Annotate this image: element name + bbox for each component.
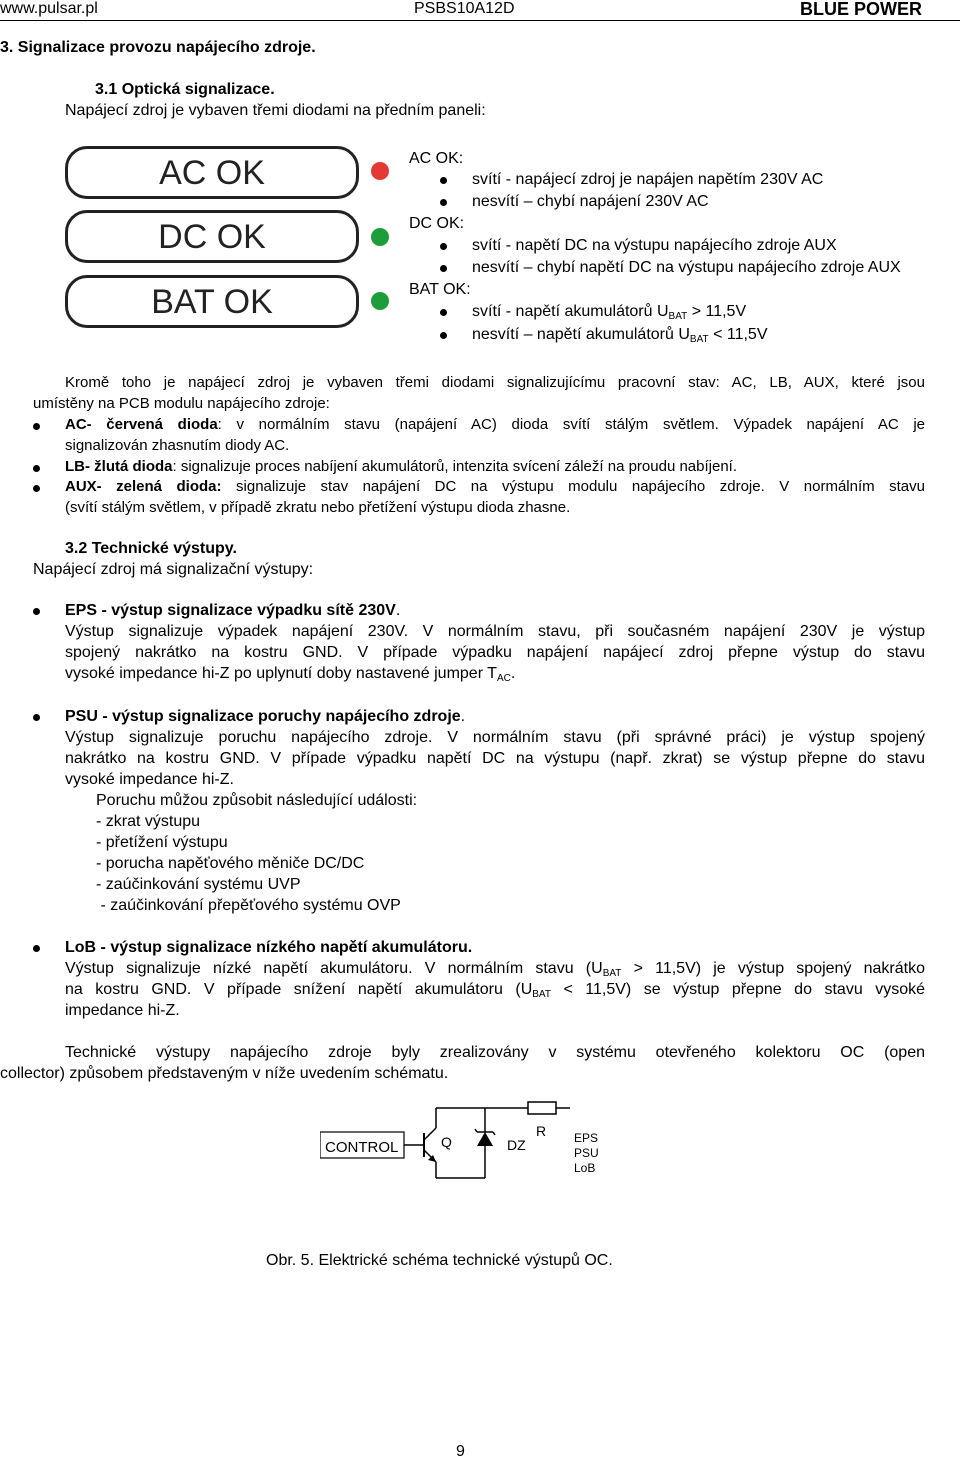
psu-causes-heading: Poruchu můžou způsobit následující události: [96, 792, 418, 809]
bullet-icon [33, 485, 40, 492]
pcb-aux-line1: AUX- zelená dioda: signalizuje stav napájení DC na výstupu modulu napájecího zdroje. V normálním stavu [65, 478, 925, 495]
header-website: www.pulsar.pl [0, 0, 98, 17]
page-number: 9 [456, 1443, 465, 1460]
eps-text-line2: spojený nakrátko na kostru GND. V případe výpadku napájení napájecí zdroj přepne výstup do stavu [65, 644, 925, 661]
eps-text-line1: Výstup signalizuje výpadek napájení 230V. V normálním stavu, při současném napájení 230V je výstup [65, 623, 925, 640]
bullet-icon [440, 332, 447, 339]
bullet-icon [440, 199, 447, 206]
bat-led-icon [371, 292, 389, 310]
ac-led-icon [371, 162, 389, 180]
lob-text-line3: impedance hi-Z. [65, 1002, 180, 1019]
resistor-symbol [528, 1102, 556, 1114]
header-brand: BLUE POWER [800, 0, 923, 19]
dc-on-text: svítí - napětí DC na výstupu napájecího zdroje AUX [472, 237, 837, 254]
bullet-icon [33, 714, 40, 721]
bat-ok-label: BAT OK [65, 275, 359, 328]
psu-cause-item: - zaúčinkování přepěťového systému OVP [96, 897, 401, 914]
ac-ok-heading: AC OK: [409, 150, 464, 167]
subsection-title: 3.2 Technické výstupy. [65, 540, 237, 557]
bullet-icon [440, 309, 447, 316]
dc-off-text: nesvítí – chybí napětí DC na výstupu napájecího zdroje AUX [472, 259, 901, 276]
header-model: PSBS10A12D [414, 0, 515, 17]
bullet-icon [440, 265, 447, 272]
oc-schematic-diagram [320, 1090, 620, 1230]
bat-ok-heading: BAT OK: [409, 281, 471, 298]
bat-off-text: nesvítí – napětí akumulátorů $U_{BAT} < 11,5V$ [472, 326, 768, 345]
bullet-icon [33, 465, 40, 472]
output-label-psu: PSU [574, 1146, 599, 1160]
lob-text-line2: na kostru GND. V případe snížení napětí akumulátoru $(U_{BAT} < 11,5V)$ se výstup přepne do stavu vysoké [65, 981, 925, 1000]
psu-title: PSU - výstup signalizace poruchy napájecího zdroje. [65, 708, 466, 725]
section-intro: Napájecí zdroj je vybaven třemi diodami na předním paneli: [65, 102, 486, 119]
resistor-label: R [536, 1123, 547, 1139]
section-title: 3. Signalizace provozu napájecího zdroje. [0, 39, 316, 56]
bullet-icon [33, 608, 40, 615]
pcb-lb-line: LB- žlutá dioda: signalizuje proces nabíjení akumulátorů, intenzita svícení záleží na proudu nabíjení. [65, 458, 738, 475]
lob-title: LoB - výstup signalizace nízkého napětí akumulátoru. [65, 939, 473, 956]
bullet-icon [440, 177, 447, 184]
psu-text-line1: Výstup signalizuje poruchu napájecího zdroje. V normálním stavu (při správné práci) je výstup spojený [65, 729, 925, 746]
oc-text-line2: collector) způsobem představeným v níže uvedením schématu. [0, 1065, 449, 1082]
figure-caption: Obr. 5. Elektrické schéma technické výstupů OC. [266, 1252, 613, 1269]
transistor-label: Q [441, 1134, 452, 1150]
psu-cause-item: - zkrat výstupu [96, 813, 201, 830]
dc-ok-label: DC OK [65, 210, 359, 263]
subsection-title: 3.1 Optická signalizace. [95, 81, 275, 98]
eps-title: EPS - výstup signalizace výpadku sítě 230V. [65, 602, 401, 619]
ac-ok-label: AC OK [65, 146, 359, 199]
ac-off-text: nesvítí – chybí napájení 230V AC [472, 193, 709, 210]
psu-cause-item: - přetížení výstupu [96, 834, 228, 851]
dc-led-icon [371, 228, 389, 246]
psu-text-line2: nakrátko na kostru GND. V případe výpadku napětí DC na výstupu (např. zkrat) se výstup přepne do stavu [65, 750, 925, 767]
ac-on-text: svítí - napájecí zdroj je napájen napětím 230V AC [472, 171, 824, 188]
psu-cause-item: - zaúčinkování systému UVP [96, 876, 301, 893]
output-label-lob: LoB [574, 1161, 596, 1175]
pcb-text-line1: Kromě toho je napájecí zdroj je vybaven třemi diodami signalizujícímu pracovní stav: AC, LB, AUX, které jsou [65, 374, 925, 391]
diode-label: DZ [507, 1137, 526, 1153]
header-divider [0, 20, 960, 21]
pcb-text-line2: umístěny na PCB modulu napájecího zdroje: [33, 395, 330, 412]
output-label-eps: EPS [574, 1131, 599, 1145]
bullet-icon [33, 945, 40, 952]
eps-text-line3: vysoké impedance hi-Z po uplynutí doby nastavené jumper $T_{AC}$. [65, 665, 516, 684]
pcb-aux-line2: (svítí stálým světlem, v případě zkratu nebo přetížení výstupu dioda zhasne. [65, 499, 571, 516]
psu-text-line3: vysoké impedance hi-Z. [65, 771, 234, 788]
dc-ok-heading: DC OK: [409, 215, 465, 232]
oc-text-line1: Technické výstupy napájecího zdroje byly zrealizovány v systému otevřeného kolektoru OC (open [65, 1044, 925, 1061]
bullet-icon [440, 243, 447, 250]
pcb-ac-line1: AC- červená dioda: v normálním stavu (napájení AC) dioda svítí stálým světlem. Výpadek napájení AC je [65, 416, 925, 433]
bullet-icon [33, 423, 40, 430]
pcb-ac-line2: signalizován zhasnutím diody AC. [65, 437, 290, 454]
psu-cause-item: - porucha napěťového měniče DC/DC [96, 855, 365, 872]
control-label: CONTROL [325, 1139, 399, 1156]
bat-on-text: svítí - napětí akumulátorů $U_{BAT} > 11,5V$ [472, 303, 747, 322]
lob-text-line1: Výstup signalizuje nízké napětí akumulátoru. V normálním stavu $(U_{BAT} > 11,5V)$ je výstup spojený nakrátko [65, 960, 926, 979]
section-intro: Napájecí zdroj má signalizační výstupy: [33, 561, 314, 578]
